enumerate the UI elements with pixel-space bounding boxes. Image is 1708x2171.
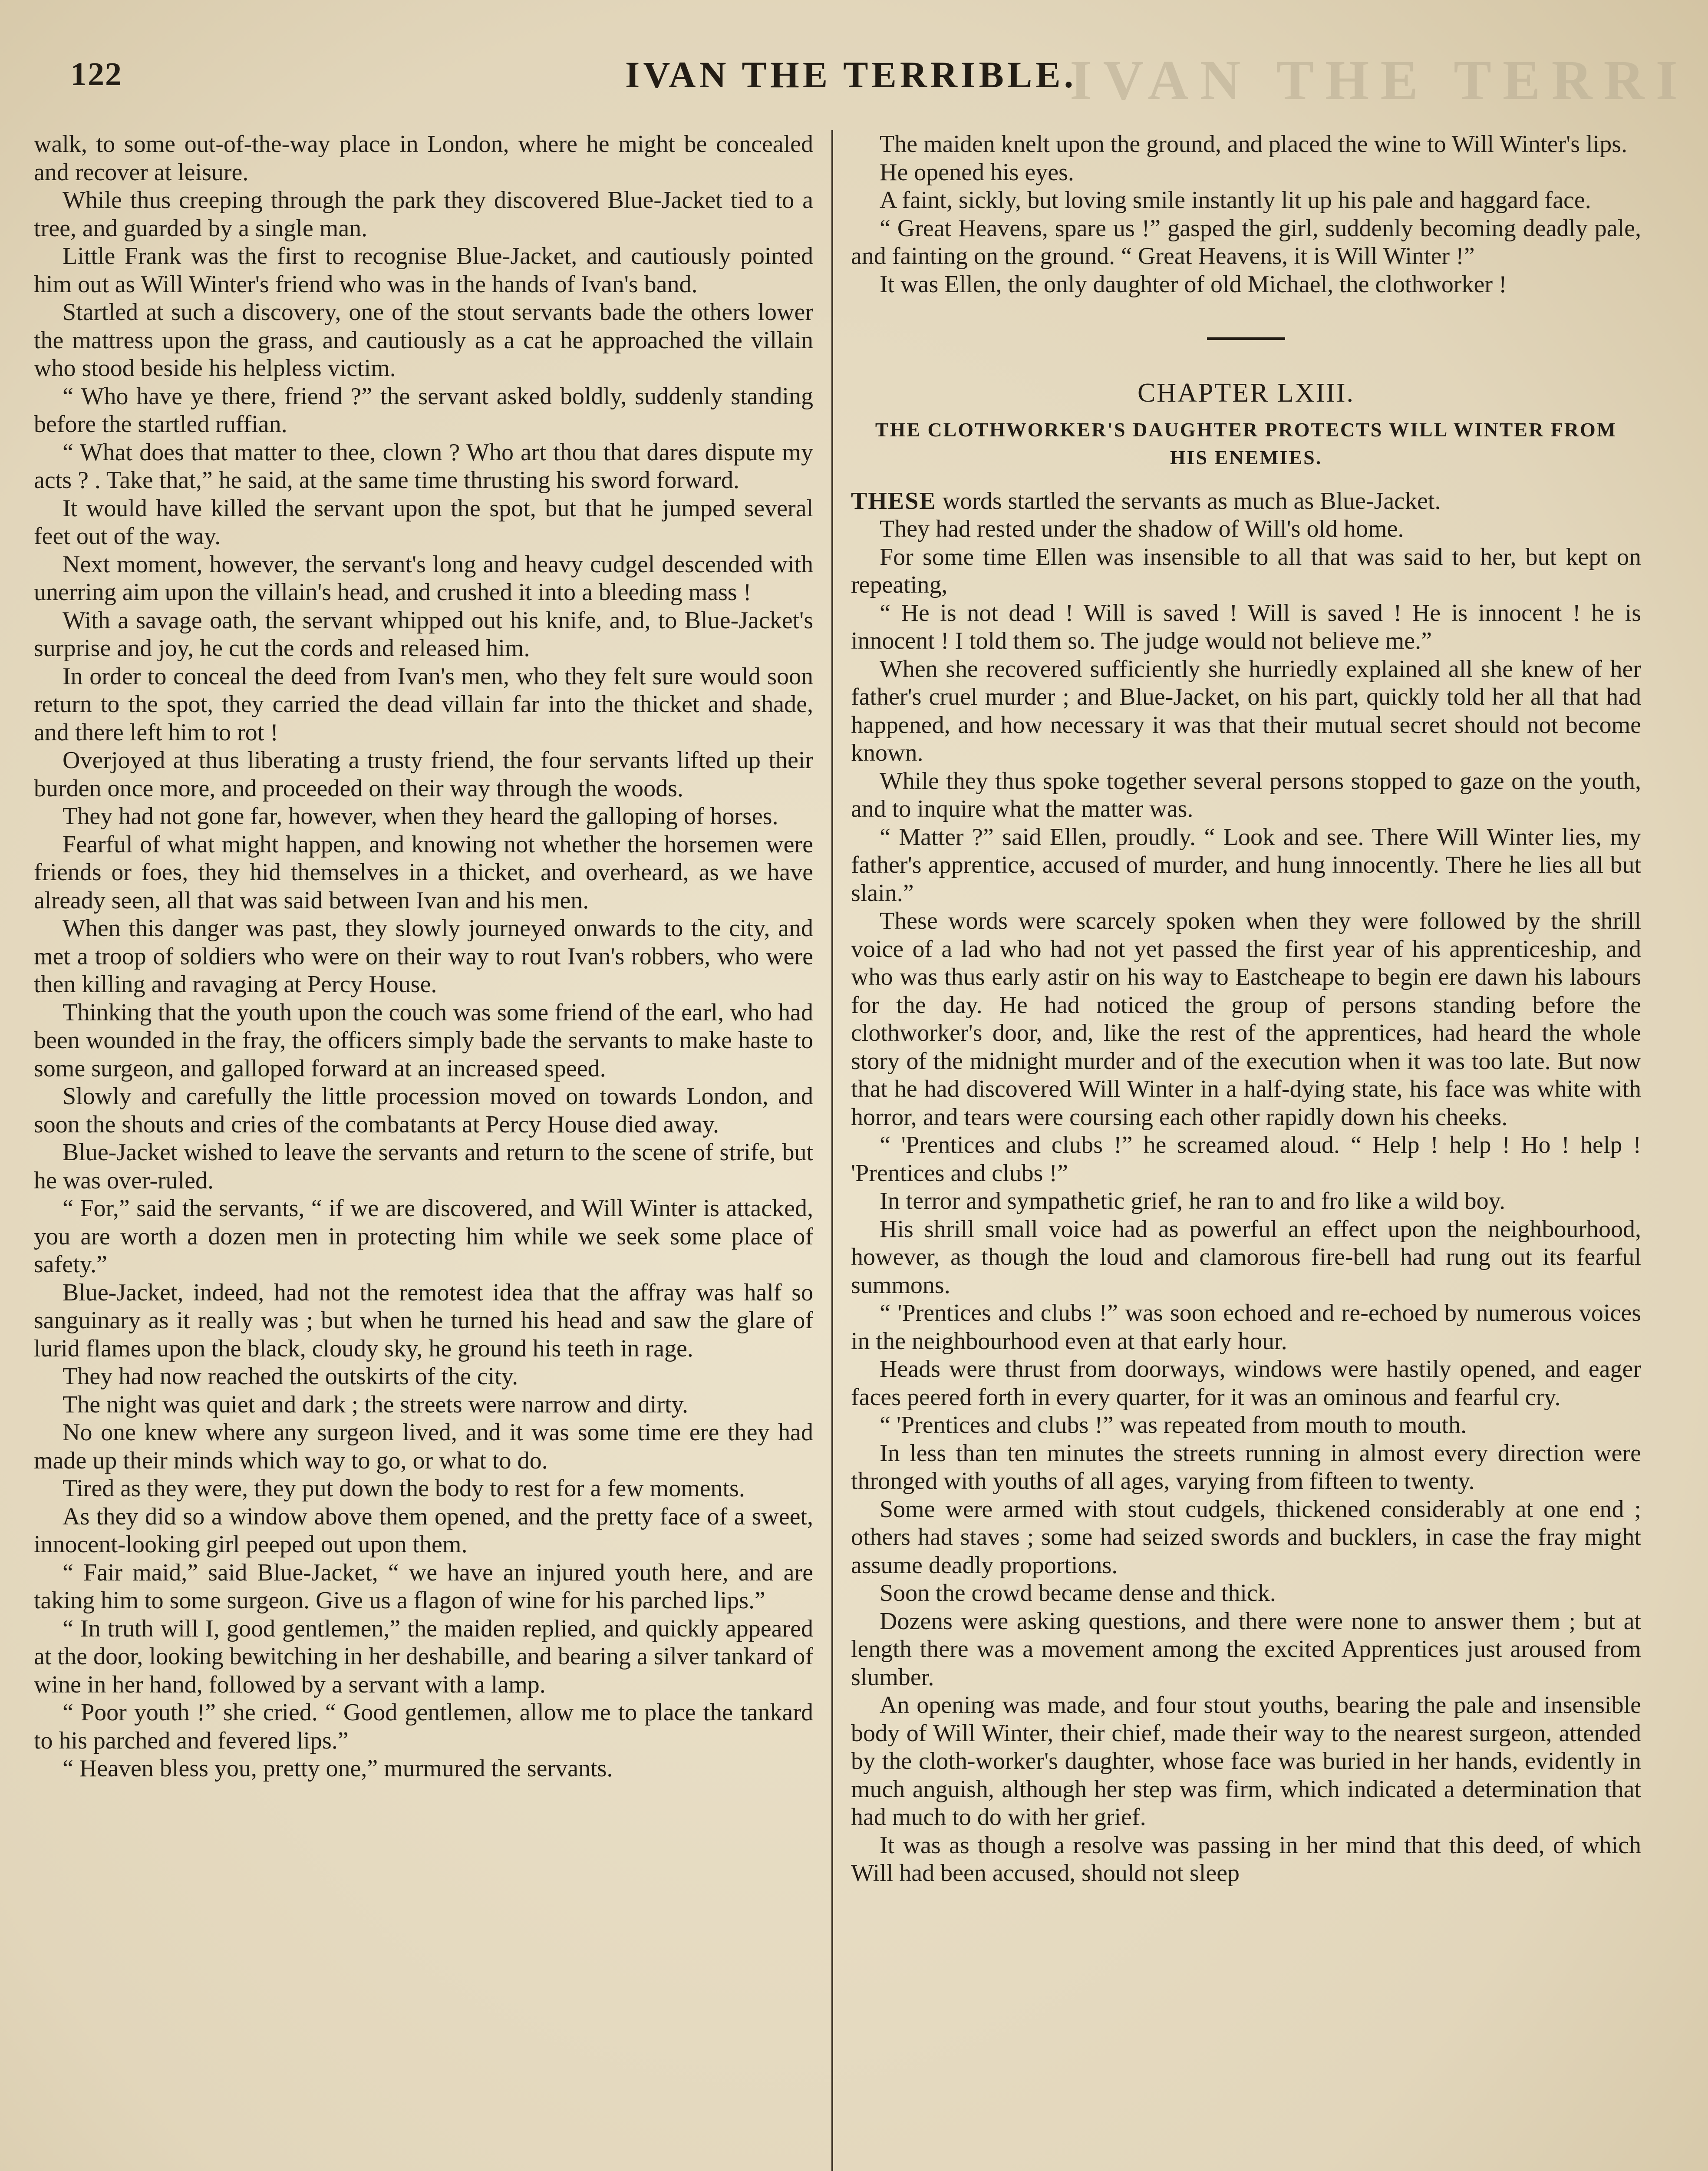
paragraph: In less than ten minutes the streets running in almost every direction were thronged with youths of all ages, varying from fifteen to twenty.: [851, 1439, 1641, 1495]
paragraph: When she recovered sufficiently she hurriedly explained all she knew of her father's cruel murder ; and Blue-Jacket, on his part, quickly told her all that had happened, and how necessary it was that their mutual secret should not become known.: [851, 655, 1641, 766]
paragraph: An opening was made, and four stout youths, bearing the pale and insensible body of Will Winter, their chief, made their way to the nearest surgeon, attended by the cloth-worker's daughter, whose face was buried in her hands, evidently in much anguish, although her step was firm, which indicated a determination that had much to do with her grief.: [851, 1692, 1641, 1831]
paragraph: As they did so a window above them opened, and the pretty face of a sweet, innocent-looking girl peeped out upon them.: [34, 1503, 813, 1558]
paragraph: For some time Ellen was insensible to all that was said to her, but kept on repeating,: [851, 543, 1641, 598]
right-column: [851, 130, 1641, 2171]
running-title: IVAN THE TERRIBLE.: [625, 54, 1077, 96]
paragraph: “ 'Prentices and clubs !” was soon echoed and re-echoed by numerous voices in the neighbourhood even at that early hour.: [851, 1300, 1641, 1355]
paragraph: Blue-Jacket wished to leave the servants and return to the scene of strife, but he was over-ruled.: [34, 1139, 813, 1194]
chapter-subtitle: THE CLOTHWORKER'S DAUGHTER PROTECTS WILL WINTER FROM HIS ENEMIES.: [875, 418, 1617, 469]
paragraph: walk, to some out-of-the-way place in London, where he might be concealed and recover at leisure.: [34, 131, 813, 186]
paragraph: “ 'Prentices and clubs !” he screamed aloud. “ Help ! help ! Ho ! help ! 'Prentices and clubs !”: [851, 1132, 1641, 1187]
paragraph: The maiden knelt upon the ground, and placed the wine to Will Winter's lips.: [880, 131, 1628, 158]
paragraph: Tired as they were, they put down the body to rest for a few moments.: [63, 1475, 745, 1502]
paragraph: While thus creeping through the park they discovered Blue-Jacket tied to a tree, and guarded by a single man.: [34, 187, 813, 242]
paragraph: “ In truth will I, good gentlemen,” the maiden replied, and quickly appeared at the door, looking bewitching in her deshabille, and bearing a silver tankard of wine in her hand, followed by a servant with a lamp.: [34, 1615, 813, 1698]
paragraph: “ 'Prentices and clubs !” was repeated from mouth to mouth.: [880, 1412, 1467, 1439]
paragraph: They had not gone far, however, when they heard the galloping of horses.: [63, 803, 778, 830]
paragraph: It would have killed the servant upon the spot, but that he jumped several feet out of the way.: [34, 495, 813, 550]
paragraph: “ Great Heavens, spare us !” gasped the girl, suddenly becoming deadly pale, and fainting on the ground. “ Great Heavens, it is Will Winter !”: [851, 214, 1641, 270]
paragraph: “ Who have ye there, friend ?” the servant asked boldly, suddenly standing before the startled ruffian.: [34, 383, 813, 438]
paragraph: “ For,” said the servants, “ if we are discovered, and Will Winter is attacked, you are worth a dozen men in protecting him while we seek some place of safety.”: [34, 1195, 813, 1278]
paragraph: It was Ellen, the only daughter of old Michael, the clothworker !: [880, 271, 1507, 298]
paragraph: Overjoyed at thus liberating a trusty friend, the four servants lifted up their burden once more, and proceeded on their way through the woods.: [34, 747, 813, 802]
paragraph: Next moment, however, the servant's long and heavy cudgel descended with unerring aim upon the villain's head, and crushed it into a bleeding mass !: [34, 551, 813, 606]
paragraph: No one knew where any surgeon lived, and it was some time ere they had made up their minds which way to go, or what to do.: [34, 1419, 813, 1474]
page-header: [65, 48, 1689, 113]
paragraph: The night was quiet and dark ; the streets were narrow and dirty.: [63, 1391, 689, 1418]
paragraph: “ He is not dead ! Will is saved ! Will is saved ! He is innocent ! he is innocent ! I told them so. The judge would not believe me.”: [851, 599, 1641, 654]
paragraph: “ Heaven bless you, pretty one,” murmured the servants.: [63, 1755, 613, 1782]
paragraph: While they thus spoke together several persons stopped to gaze on the youth, and to inquire what the matter was.: [851, 767, 1641, 822]
column-rule: [831, 130, 833, 2171]
paragraph: They had now reached the outskirts of the city.: [63, 1363, 518, 1390]
section-divider: [1207, 337, 1285, 340]
paragraph: “ Poor youth !” she cried. “ Good gentlemen, allow me to place the tankard to his parched and fevered lips.”: [34, 1699, 813, 1754]
paragraph: Thinking that the youth upon the couch was some friend of the earl, who had been wounded in the fray, the officers simply bade the servants to make haste to some surgeon, and galloped forward at an increased speed.: [34, 999, 813, 1082]
paragraph: “ Matter ?” said Ellen, proudly. “ Look and see. There Will Winter lies, my father's apprentice, accused of murder, and hung innocently. There he lies all but slain.”: [851, 823, 1641, 907]
paragraph: In order to conceal the deed from Ivan's men, who they felt sure would soon return to the spot, they carried the dead villain far into the thicket and shade, and there left him to rot !: [34, 663, 813, 746]
paragraph: His shrill small voice had as powerful an effect upon the neighbourhood, however, as though the loud and clamorous fire-bell had rung out its fearful summons.: [851, 1215, 1641, 1299]
paragraph: It was as though a resolve was passing in her mind that this deed, of which Will had been accused, should not sleep: [851, 1831, 1641, 1887]
left-column: [34, 130, 813, 2171]
paragraph: A faint, sickly, but loving smile instantly lit up his pale and haggard face.: [880, 187, 1591, 214]
chapter-lead-text: words startled the servants as much as Blue-Jacket.: [936, 487, 1441, 515]
chapter-opening-paragraph: [851, 487, 1641, 515]
paragraph: Some were armed with stout cudgels, thickened considerably at one end ; others had staves ; some had seized swords and bucklers, in case the fray might assume deadly proportions.: [851, 1495, 1641, 1579]
paragraph: Startled at such a discovery, one of the stout servants bade the others lower the mattress upon the grass, and cautiously as a cat he approached the villain who stood beside his helpless victim.: [34, 299, 813, 382]
paragraph: They had rested under the shadow of Will's old home.: [880, 515, 1404, 542]
paragraph: He opened his eyes.: [880, 158, 1074, 186]
paragraph: Fearful of what might happen, and knowing not whether the horsemen were friends or foes, they hid themselves in a thicket, and overheard, as we have already seen, all that was said between Ivan and his men.: [34, 831, 813, 914]
paragraph: Dozens were asking questions, and there were none to answer them ; but at length there was a movement among the excited Apprentices just aroused from slumber.: [851, 1607, 1641, 1691]
paragraph: In terror and sympathetic grief, he ran to and fro like a wild boy.: [880, 1188, 1505, 1214]
paragraph: With a savage oath, the servant whipped out his knife, and, to Blue-Jacket's surprise and joy, he cut the cords and released him.: [34, 607, 813, 662]
chapter-lead-word: THESE: [851, 487, 936, 515]
paragraph: These words were scarcely spoken when they were followed by the shrill voice of a lad who had not yet passed the first year of his apprenticeship, and who was thus early astir on his way to Eastcheape to begin ere dawn his labours for the day. He had noticed the group of persons standing before the clothworker's door, and, like the rest of the apprentices, had heard the whole story of the midnight murder and of the execution when it was too late. But now that he had discovered Will Winter in a half-dying state, his face was white with horror, and tears were coursing each other rapidly down his cheeks.: [851, 907, 1641, 1131]
paragraph: “ What does that matter to thee, clown ? Who art thou that dares dispute my acts ? . Take that,” he said, at the same time thrusting his sword forward.: [34, 439, 813, 494]
paragraph: Soon the crowd became dense and thick.: [880, 1580, 1276, 1607]
paragraph: Slowly and carefully the little procession moved on towards London, and soon the shouts and cries of the combatants at Percy House died away.: [34, 1083, 813, 1138]
chapter-heading: CHAPTER LXIII.: [1137, 378, 1355, 408]
paragraph: Blue-Jacket, indeed, had not the remotest idea that the affray was half so sanguinary as it really was ; but when he turned his head and saw the glare of lurid flames upon the black, cloudy sky, he ground his teeth in rage.: [34, 1279, 813, 1362]
paragraph: Heads were thrust from doorways, windows were hastily opened, and eager faces peered forth in every quarter, for it was an ominous and fearful cry.: [851, 1356, 1641, 1411]
paragraph: When this danger was past, they slowly journeyed onwards to the city, and met a troop of soldiers who were on their way to rout Ivan's robbers, who were then killing and ravaging at Percy House.: [34, 915, 813, 998]
paragraph: “ Fair maid,” said Blue-Jacket, “ we have an injured youth here, and are taking him to some surgeon. Give us a flagon of wine for his parched lips.”: [34, 1559, 813, 1614]
page-number: 122: [70, 56, 122, 92]
paragraph: Little Frank was the first to recognise Blue-Jacket, and cautiously pointed him out as Will Winter's friend who was in the hands of Ivan's band.: [34, 243, 813, 298]
bleed-through-text: IVAN THE TERRI: [1069, 49, 1689, 112]
